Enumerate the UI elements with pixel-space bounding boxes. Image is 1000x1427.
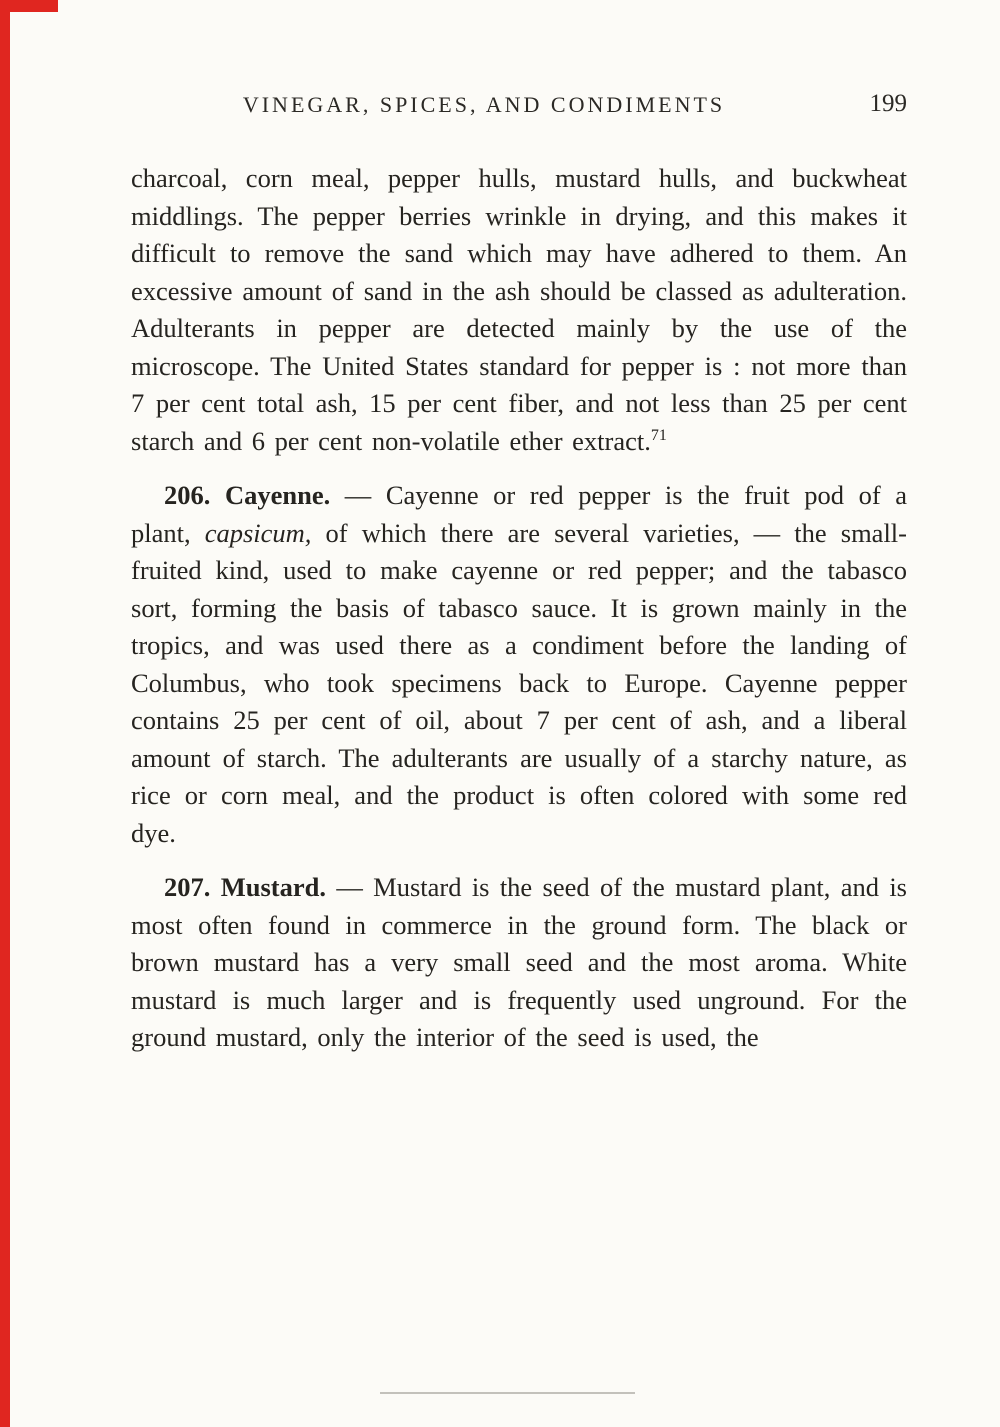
paragraph	[131, 477, 907, 852]
text-run: of which there are several varieties, — the small-fruited kind, used to make cayenne or red pepper; and the tabasco sort, forming the basis of tabasco sauce. It is grown mainly in the tropics, and was used there as a condiment before the landing of Columbus, who took specimens back to Europe. Cayenne pepper contains 25 per cent of oil, about 7 per cent of ash, and a liberal amount of starch. The adulterants are usually of a starchy nature, as rice or corn meal, and the product is often colored with some red dye.	[131, 517, 907, 848]
text-run: 71	[650, 426, 667, 444]
text-run: 206. Cayenne.	[164, 480, 331, 510]
running-head	[131, 92, 907, 126]
body-text	[131, 160, 907, 1057]
text-run: 207. Mustard.	[164, 872, 326, 902]
scan-edge-red-corner	[0, 0, 58, 12]
page-content	[131, 92, 907, 1057]
text-run: charcoal, corn meal, pepper hulls, mustard hulls, and buckwheat middlings. The pepper berries wrinkle in drying, and this makes it difficult to remove the sand which may have adhered to them. An excessive amount of sand in the ash should be classed as adulteration. Adulterants in pepper are detected mainly by the use of the microscope. The United States standard for pepper is : not more than 7 per cent total ash, 15 per cent fiber, and not less than 25 per cent starch and 6 per cent non-volatile ether extract.	[131, 163, 907, 456]
text-run: capsicum,	[204, 517, 312, 548]
scan-artifact-line	[380, 1392, 635, 1394]
text-run: — Mustard is the seed of the mustard plant, and is most often found in commerce in the ground form. The black or brown mustard has a very small seed and the most aroma. White mustard is much larger and is frequently used unground. For the ground mustard, only the interior of the seed is used, the	[131, 872, 907, 1052]
page-number: 199	[869, 90, 907, 117]
paragraph	[131, 869, 907, 1057]
paragraph	[131, 160, 907, 460]
running-head-title: VINEGAR, SPICES, AND CONDIMENTS	[242, 92, 726, 117]
scan-edge-red-stripe	[0, 0, 10, 1427]
text-run: — Cayenne or red pepper is the fruit pod of a plant,	[131, 480, 908, 548]
